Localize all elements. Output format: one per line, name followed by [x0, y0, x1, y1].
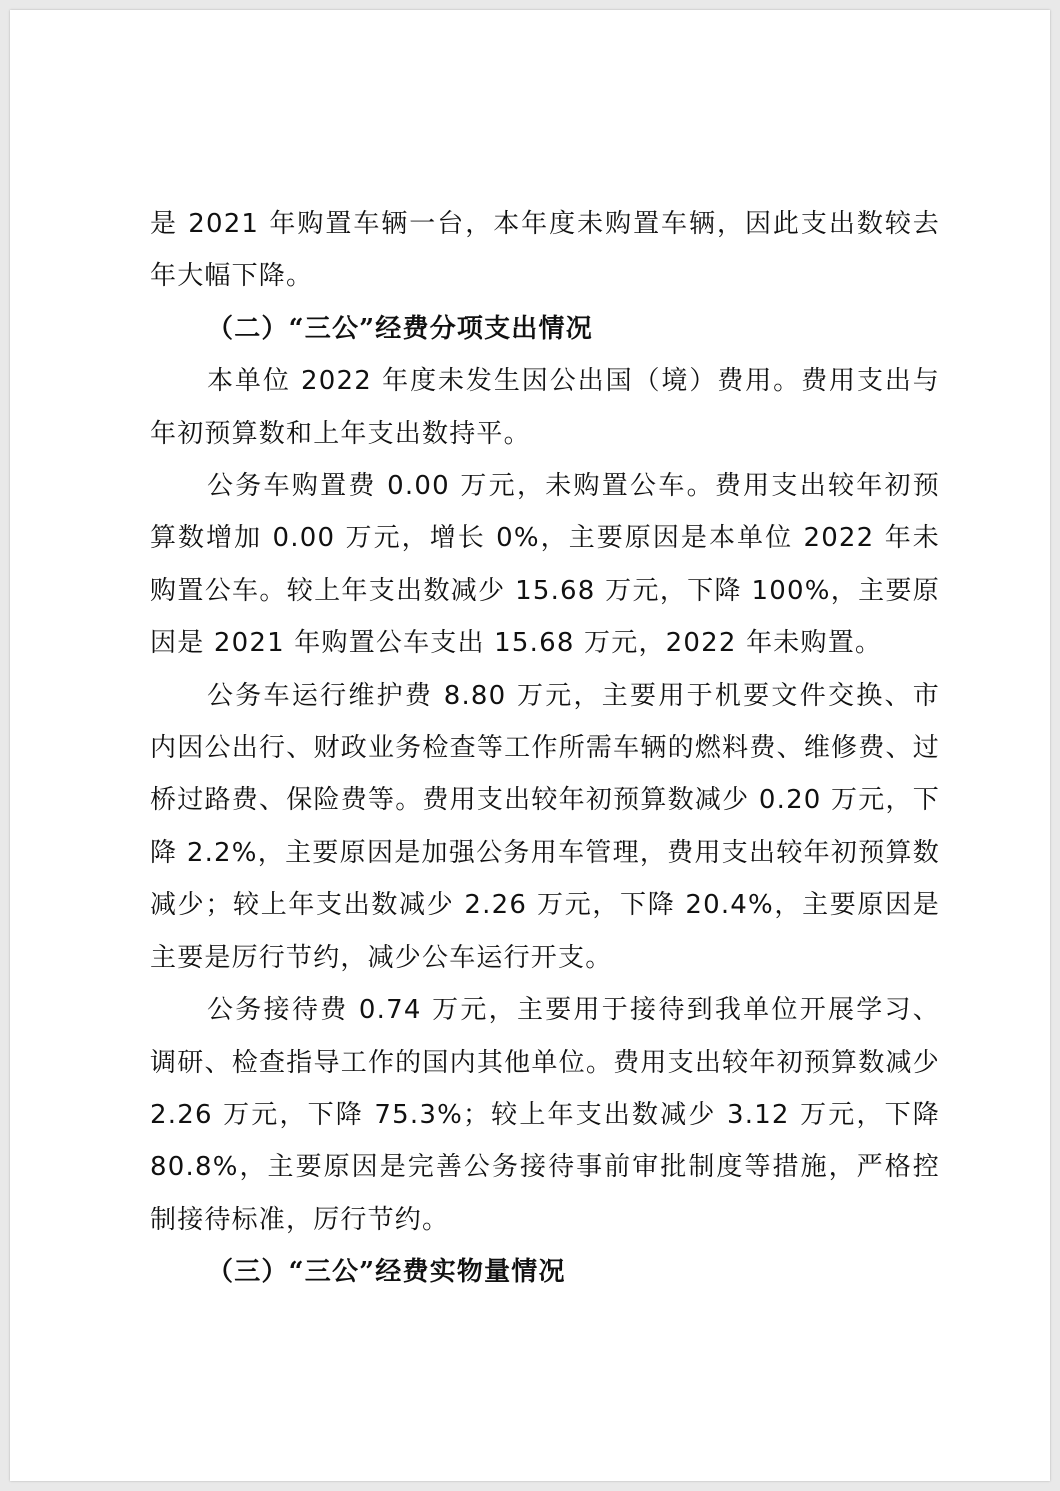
section-heading-itemized-expenses: （二）“三公”经费分项支出情况 — [207, 313, 593, 344]
document-body — [150, 198, 940, 1299]
paragraph-vehicle-maintenance: 公务车运行维护费 8.80 万元，主要用于机要文件交换、市内因公出行、财政业务检查等工作所需车辆的燃料费、维修费、过桥过路费、保险费等。费用支出较年初预算数减少 0.20 万元，下降 2.2%，主要原因是加强公务用车管理，费用支出较年初预算数减少；较上年支出数减少 2.26 万元，下降 20.4%，主要原因是主要是厉行节约，减少公车运行开支。 — [150, 680, 940, 973]
section-heading-physical-quantity: （三）“三公”经费实物量情况 — [207, 1257, 566, 1288]
paragraph-overseas-travel: 本单位 2022 年度未发生因公出国（境）费用。费用支出与年初预算数和上年支出数持平。 — [150, 366, 940, 449]
paragraph-vehicle-purchase-continued: 是 2021 年购置车辆一台，本年度未购置车辆，因此支出数较去年大幅下降。 — [150, 209, 940, 292]
paragraph-vehicle-purchase: 公务车购置费 0.00 万元，未购置公车。费用支出较年初预算数增加 0.00 万元，增长 0%，主要原因是本单位 2022 年未购置公车。较上年支出数减少 15.68 万元，下降 100%，主要原因是 2021 年购置公车支出 15.68 万元，2022 年未购置。 — [150, 471, 940, 659]
paragraph-reception: 公务接待费 0.74 万元，主要用于接待到我单位开展学习、调研、检查指导工作的国内其他单位。费用支出较年初预算数减少 2.26 万元，下降 75.3%；较上年支出数减少 3.12 万元，下降 80.8%，主要原因是完善公务接待事前审批制度等措施，严格控制接待标准，厉行节约。 — [150, 995, 940, 1235]
document-page — [10, 10, 1050, 1481]
